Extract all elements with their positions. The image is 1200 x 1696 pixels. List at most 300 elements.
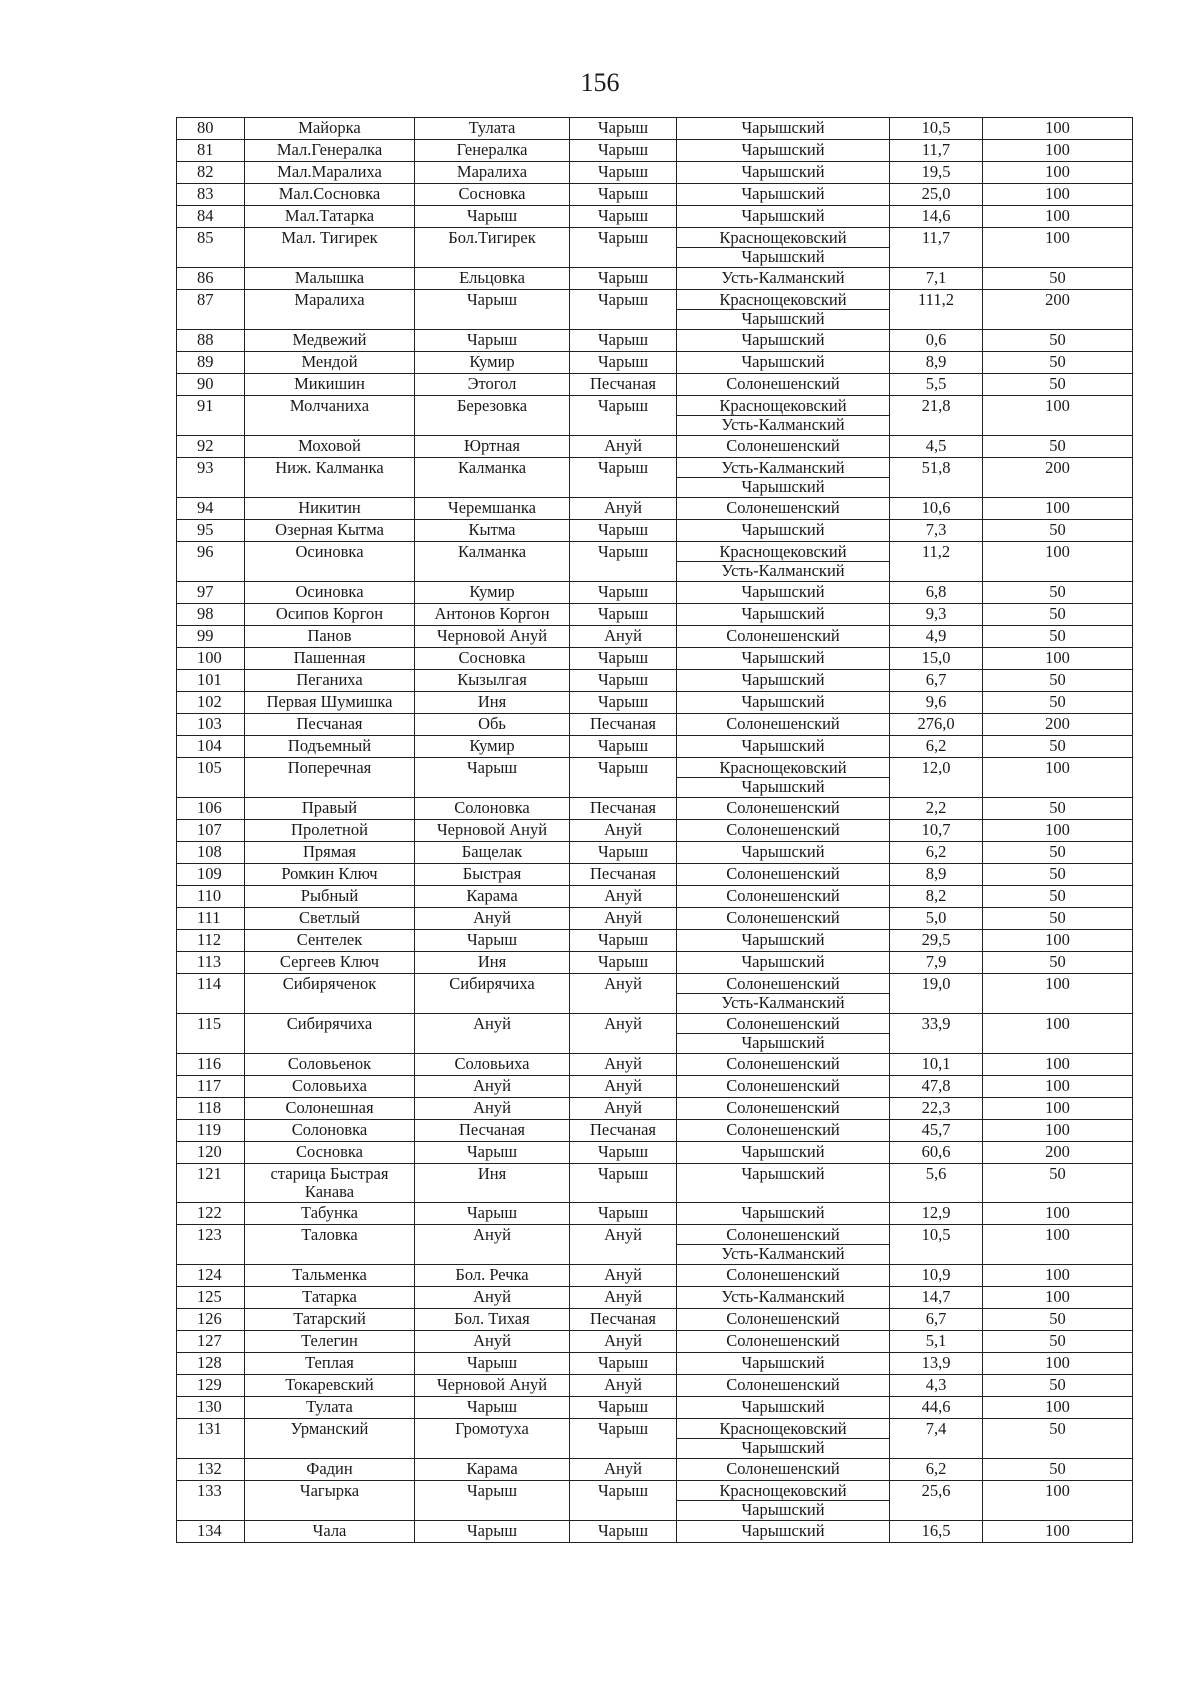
basin-cell: Чарыш	[570, 542, 677, 582]
row-number-cell: 104	[177, 736, 245, 758]
river-name-cell: Тальменка	[245, 1265, 415, 1287]
district-cell	[677, 1265, 890, 1287]
river-name-cell: Телегин	[245, 1331, 415, 1353]
mouth-river-cell: Кызылгая	[415, 670, 570, 692]
river-name-cell: Урманский	[245, 1419, 415, 1459]
mouth-river-cell: Солоновка	[415, 798, 570, 820]
river-name-cell: Чала	[245, 1521, 415, 1543]
protection-zone-cell: 50	[983, 736, 1133, 758]
protection-zone-cell: 50	[983, 1459, 1133, 1481]
table-row	[177, 886, 1133, 908]
mouth-river-cell: Чарыш	[415, 290, 570, 330]
district-cell	[677, 1375, 890, 1397]
protection-zone-cell: 100	[983, 1353, 1133, 1375]
protection-zone-cell: 100	[983, 930, 1133, 952]
table-row	[177, 458, 1133, 498]
district-cell	[677, 1203, 890, 1225]
district-cell	[677, 604, 890, 626]
basin-cell: Ануй	[570, 1098, 677, 1120]
district-name: Чарышский	[741, 842, 825, 861]
protection-zone-cell: 100	[983, 1265, 1133, 1287]
basin-cell: Песчаная	[570, 714, 677, 736]
length-cell: 25,6	[890, 1481, 983, 1521]
district-cell	[677, 626, 890, 648]
river-name-cell: Первая Шумишка	[245, 692, 415, 714]
row-number-cell: 126	[177, 1309, 245, 1331]
basin-cell: Чарыш	[570, 268, 677, 290]
protection-zone-cell: 100	[983, 1225, 1133, 1265]
mouth-river-cell: Чарыш	[415, 206, 570, 228]
length-cell: 12,0	[890, 758, 983, 798]
river-name-cell: Моховой	[245, 436, 415, 458]
mouth-river-cell: Калманка	[415, 542, 570, 582]
river-name-cell: Чагырка	[245, 1481, 415, 1521]
district-cell	[677, 542, 890, 582]
protection-zone-cell: 50	[983, 842, 1133, 864]
table-row	[177, 352, 1133, 374]
district-name: Солонешенский	[726, 498, 840, 517]
district-name: Чарышский	[741, 140, 825, 159]
district-name: Чарышский	[677, 309, 889, 328]
basin-cell: Ануй	[570, 1054, 677, 1076]
district-name: Чарышский	[741, 184, 825, 203]
row-number-cell: 115	[177, 1014, 245, 1054]
table-row	[177, 1287, 1133, 1309]
table-row	[177, 820, 1133, 842]
protection-zone-cell: 100	[983, 1014, 1133, 1054]
river-name-cell: Табунка	[245, 1203, 415, 1225]
basin-cell: Чарыш	[570, 930, 677, 952]
length-cell: 6,7	[890, 670, 983, 692]
table-row	[177, 1225, 1133, 1265]
table-row	[177, 736, 1133, 758]
mouth-river-cell: Иня	[415, 692, 570, 714]
mouth-river-cell: Сибирячиха	[415, 974, 570, 1014]
table-row	[177, 670, 1133, 692]
district-name: Усть-Калманский	[677, 993, 889, 1012]
basin-cell: Чарыш	[570, 1164, 677, 1203]
basin-cell: Чарыш	[570, 1521, 677, 1543]
mouth-river-cell: Обь	[415, 714, 570, 736]
length-cell: 14,7	[890, 1287, 983, 1309]
district-name: Усть-Калманский	[721, 268, 845, 287]
table-row	[177, 498, 1133, 520]
protection-zone-cell: 50	[983, 352, 1133, 374]
district-cell	[677, 330, 890, 352]
district-name: Солонешенский	[726, 1120, 840, 1139]
row-number-cell: 111	[177, 908, 245, 930]
mouth-river-cell: Чарыш	[415, 758, 570, 798]
district-name: Чарышский	[741, 330, 825, 349]
length-cell: 4,5	[890, 436, 983, 458]
river-name-cell: Сибиряченок	[245, 974, 415, 1014]
mouth-river-cell: Бол. Речка	[415, 1265, 570, 1287]
protection-zone-cell: 100	[983, 1521, 1133, 1543]
table-row	[177, 162, 1133, 184]
district-cell	[677, 520, 890, 542]
protection-zone-cell: 100	[983, 184, 1133, 206]
mouth-river-cell: Березовка	[415, 396, 570, 436]
length-cell: 2,2	[890, 798, 983, 820]
district-cell	[677, 758, 890, 798]
length-cell: 7,9	[890, 952, 983, 974]
mouth-river-cell: Ануй	[415, 1076, 570, 1098]
table-row	[177, 1098, 1133, 1120]
district-cell	[677, 268, 890, 290]
mouth-river-cell: Антонов Коргон	[415, 604, 570, 626]
basin-cell: Чарыш	[570, 670, 677, 692]
row-number-cell: 86	[177, 268, 245, 290]
protection-zone-cell: 100	[983, 140, 1133, 162]
river-name-cell: Прямая	[245, 842, 415, 864]
row-number-cell: 97	[177, 582, 245, 604]
district-name: Чарышский	[741, 1397, 825, 1416]
length-cell: 10,5	[890, 1225, 983, 1265]
district-name: Солонешенский	[726, 1014, 840, 1033]
table-row	[177, 798, 1133, 820]
protection-zone-cell: 200	[983, 458, 1133, 498]
length-cell: 6,7	[890, 1309, 983, 1331]
mouth-river-cell: Сосновка	[415, 648, 570, 670]
mouth-river-cell: Черновой Ануй	[415, 626, 570, 648]
protection-zone-cell: 100	[983, 1098, 1133, 1120]
length-cell: 6,2	[890, 736, 983, 758]
district-name: Солонешенский	[726, 798, 840, 817]
river-name-cell: Мал. Тигирек	[245, 228, 415, 268]
river-name-cell: Медвежий	[245, 330, 415, 352]
river-name-cell: Осипов Коргон	[245, 604, 415, 626]
table-row	[177, 1120, 1133, 1142]
length-cell: 111,2	[890, 290, 983, 330]
protection-zone-cell: 50	[983, 864, 1133, 886]
district-cell	[677, 1521, 890, 1543]
district-name: Усть-Калманский	[721, 1287, 845, 1306]
basin-cell: Чарыш	[570, 736, 677, 758]
row-number-cell: 134	[177, 1521, 245, 1543]
length-cell: 5,1	[890, 1331, 983, 1353]
district-cell	[677, 374, 890, 396]
protection-zone-cell: 50	[983, 886, 1133, 908]
protection-zone-cell: 100	[983, 1397, 1133, 1419]
table-row	[177, 604, 1133, 626]
row-number-cell: 83	[177, 184, 245, 206]
row-number-cell: 84	[177, 206, 245, 228]
river-name-cell: Молчаниха	[245, 396, 415, 436]
basin-cell: Чарыш	[570, 692, 677, 714]
length-cell: 13,9	[890, 1353, 983, 1375]
row-number-cell: 81	[177, 140, 245, 162]
district-cell	[677, 290, 890, 330]
mouth-river-cell: Ануй	[415, 1225, 570, 1265]
protection-zone-cell: 50	[983, 436, 1133, 458]
river-name-cell: Ромкин Ключ	[245, 864, 415, 886]
river-name-cell: Майорка	[245, 118, 415, 140]
district-name: Чарышский	[741, 1164, 825, 1183]
basin-cell: Ануй	[570, 436, 677, 458]
row-number-cell: 123	[177, 1225, 245, 1265]
table-row	[177, 1419, 1133, 1459]
district-name: Чарышский	[677, 1438, 889, 1457]
basin-cell: Чарыш	[570, 1142, 677, 1164]
district-name: Солонешенский	[726, 714, 840, 733]
protection-zone-cell: 100	[983, 1203, 1133, 1225]
rivers-table	[176, 117, 1133, 1543]
mouth-river-cell: Маралиха	[415, 162, 570, 184]
protection-zone-cell: 100	[983, 206, 1133, 228]
table-row	[177, 1309, 1133, 1331]
mouth-river-cell: Ануй	[415, 1331, 570, 1353]
river-name-cell: Мал.Сосновка	[245, 184, 415, 206]
row-number-cell: 87	[177, 290, 245, 330]
mouth-river-cell: Кытма	[415, 520, 570, 542]
basin-cell: Чарыш	[570, 396, 677, 436]
protection-zone-cell: 50	[983, 330, 1133, 352]
table-row	[177, 908, 1133, 930]
length-cell: 9,3	[890, 604, 983, 626]
district-name: Чарышский	[741, 162, 825, 181]
river-name-cell: Фадин	[245, 1459, 415, 1481]
basin-cell: Чарыш	[570, 648, 677, 670]
river-name-cell: Песчаная	[245, 714, 415, 736]
district-cell	[677, 1098, 890, 1120]
district-cell	[677, 1353, 890, 1375]
table-row	[177, 520, 1133, 542]
mouth-river-cell: Чарыш	[415, 1353, 570, 1375]
protection-zone-cell: 50	[983, 1375, 1133, 1397]
basin-cell: Чарыш	[570, 582, 677, 604]
district-name: Чарышский	[741, 1353, 825, 1372]
river-name-cell: Солоновка	[245, 1120, 415, 1142]
district-name: Усть-Калманский	[677, 1244, 889, 1263]
table-row	[177, 1203, 1133, 1225]
row-number-cell: 117	[177, 1076, 245, 1098]
table-row	[177, 758, 1133, 798]
row-number-cell: 122	[177, 1203, 245, 1225]
row-number-cell: 98	[177, 604, 245, 626]
basin-cell: Чарыш	[570, 162, 677, 184]
river-name-cell: Сентелек	[245, 930, 415, 952]
mouth-river-cell: Генералка	[415, 140, 570, 162]
length-cell: 15,0	[890, 648, 983, 670]
river-name-cell: Никитин	[245, 498, 415, 520]
table-row	[177, 1353, 1133, 1375]
basin-cell: Чарыш	[570, 604, 677, 626]
district-name: Чарышский	[677, 777, 889, 796]
district-name: Солонешенский	[726, 974, 840, 993]
basin-cell: Песчаная	[570, 1309, 677, 1331]
length-cell: 8,9	[890, 352, 983, 374]
mouth-river-cell: Чарыш	[415, 930, 570, 952]
district-cell	[677, 1481, 890, 1521]
table-row	[177, 1076, 1133, 1098]
district-cell	[677, 1287, 890, 1309]
district-cell	[677, 1459, 890, 1481]
length-cell: 6,2	[890, 842, 983, 864]
protection-zone-cell: 200	[983, 714, 1133, 736]
district-cell	[677, 692, 890, 714]
district-name: Чарышский	[741, 206, 825, 225]
table-row	[177, 1397, 1133, 1419]
district-name: Чарышский	[741, 520, 825, 539]
row-number-cell: 132	[177, 1459, 245, 1481]
river-name-cell: Пролетной	[245, 820, 415, 842]
district-name: Краснощековский	[719, 290, 847, 309]
row-number-cell: 129	[177, 1375, 245, 1397]
river-name-cell: Мал.Генералка	[245, 140, 415, 162]
length-cell: 8,9	[890, 864, 983, 886]
river-name-cell: Правый	[245, 798, 415, 820]
basin-cell: Чарыш	[570, 118, 677, 140]
district-name: Чарышский	[677, 477, 889, 496]
district-name: Чарышский	[741, 352, 825, 371]
mouth-river-cell: Юртная	[415, 436, 570, 458]
protection-zone-cell: 100	[983, 758, 1133, 798]
district-name: Солонешенский	[726, 1331, 840, 1350]
river-name-cell: Теплая	[245, 1353, 415, 1375]
protection-zone-cell: 100	[983, 396, 1133, 436]
protection-zone-cell: 100	[983, 162, 1133, 184]
basin-cell: Ануй	[570, 908, 677, 930]
length-cell: 33,9	[890, 1014, 983, 1054]
river-name-cell: Маралиха	[245, 290, 415, 330]
district-cell	[677, 1331, 890, 1353]
protection-zone-cell: 100	[983, 118, 1133, 140]
district-name: Чарышский	[741, 692, 825, 711]
river-name-cell: старица Быстрая Канава	[245, 1164, 415, 1203]
length-cell: 276,0	[890, 714, 983, 736]
protection-zone-cell: 50	[983, 908, 1133, 930]
length-cell: 10,9	[890, 1265, 983, 1287]
basin-cell: Чарыш	[570, 1353, 677, 1375]
row-number-cell: 127	[177, 1331, 245, 1353]
protection-zone-cell: 50	[983, 520, 1133, 542]
mouth-river-cell: Черемшанка	[415, 498, 570, 520]
table-row	[177, 626, 1133, 648]
row-number-cell: 120	[177, 1142, 245, 1164]
river-name-cell: Токаревский	[245, 1375, 415, 1397]
river-name-cell: Панов	[245, 626, 415, 648]
length-cell: 4,3	[890, 1375, 983, 1397]
protection-zone-cell: 100	[983, 974, 1133, 1014]
protection-zone-cell: 50	[983, 374, 1133, 396]
table-row	[177, 1014, 1133, 1054]
row-number-cell: 112	[177, 930, 245, 952]
district-cell	[677, 930, 890, 952]
basin-cell: Песчаная	[570, 1120, 677, 1142]
district-name: Усть-Калманский	[721, 458, 845, 477]
district-name: Чарышский	[677, 247, 889, 266]
mouth-river-cell: Чарыш	[415, 1481, 570, 1521]
basin-cell: Чарыш	[570, 206, 677, 228]
district-name: Чарышский	[741, 648, 825, 667]
river-name-cell: Сергеев Ключ	[245, 952, 415, 974]
length-cell: 19,0	[890, 974, 983, 1014]
protection-zone-cell: 50	[983, 798, 1133, 820]
length-cell: 7,3	[890, 520, 983, 542]
district-name: Солонешенский	[726, 886, 840, 905]
river-name-cell: Соловьенок	[245, 1054, 415, 1076]
district-name: Чарышский	[741, 736, 825, 755]
district-cell	[677, 1397, 890, 1419]
row-number-cell: 80	[177, 118, 245, 140]
row-number-cell: 119	[177, 1120, 245, 1142]
district-cell	[677, 228, 890, 268]
basin-cell: Чарыш	[570, 952, 677, 974]
district-name: Солонешенский	[726, 1459, 840, 1478]
length-cell: 5,5	[890, 374, 983, 396]
length-cell: 6,8	[890, 582, 983, 604]
river-name-cell: Мал.Маралиха	[245, 162, 415, 184]
district-cell	[677, 1164, 890, 1203]
row-number-cell: 85	[177, 228, 245, 268]
row-number-cell: 90	[177, 374, 245, 396]
table-row	[177, 1054, 1133, 1076]
river-name-cell: Осиновка	[245, 542, 415, 582]
basin-cell: Ануй	[570, 1265, 677, 1287]
row-number-cell: 91	[177, 396, 245, 436]
mouth-river-cell: Чарыш	[415, 1203, 570, 1225]
row-number-cell: 110	[177, 886, 245, 908]
district-name: Краснощековский	[719, 228, 847, 247]
district-name: Солонешенский	[726, 1076, 840, 1095]
district-name: Солонешенский	[726, 436, 840, 455]
protection-zone-cell: 100	[983, 1120, 1133, 1142]
length-cell: 8,2	[890, 886, 983, 908]
table-row	[177, 1331, 1133, 1353]
table-row	[177, 290, 1133, 330]
length-cell: 16,5	[890, 1521, 983, 1543]
row-number-cell: 133	[177, 1481, 245, 1521]
length-cell: 10,7	[890, 820, 983, 842]
basin-cell: Чарыш	[570, 140, 677, 162]
mouth-river-cell: Сосновка	[415, 184, 570, 206]
river-name-cell: Татарский	[245, 1309, 415, 1331]
protection-zone-cell: 100	[983, 1076, 1133, 1098]
table-row	[177, 1521, 1133, 1543]
protection-zone-cell: 50	[983, 604, 1133, 626]
row-number-cell: 101	[177, 670, 245, 692]
district-cell	[677, 1142, 890, 1164]
row-number-cell: 99	[177, 626, 245, 648]
length-cell: 7,4	[890, 1419, 983, 1459]
river-name-cell: Пашенная	[245, 648, 415, 670]
district-cell	[677, 184, 890, 206]
table-row	[177, 974, 1133, 1014]
length-cell: 47,8	[890, 1076, 983, 1098]
table-row	[177, 952, 1133, 974]
basin-cell: Чарыш	[570, 352, 677, 374]
river-name-cell: Пеганиха	[245, 670, 415, 692]
district-name: Солонешенский	[726, 1375, 840, 1394]
protection-zone-cell: 200	[983, 290, 1133, 330]
district-name: Чарышский	[741, 1203, 825, 1222]
river-name-cell: Малышка	[245, 268, 415, 290]
table-row	[177, 118, 1133, 140]
district-name: Чарышский	[741, 582, 825, 601]
district-cell	[677, 1076, 890, 1098]
row-number-cell: 113	[177, 952, 245, 974]
district-cell	[677, 1014, 890, 1054]
row-number-cell: 95	[177, 520, 245, 542]
district-name: Краснощековский	[719, 542, 847, 561]
protection-zone-cell: 50	[983, 1331, 1133, 1353]
row-number-cell: 121	[177, 1164, 245, 1203]
basin-cell: Ануй	[570, 1459, 677, 1481]
basin-cell: Чарыш	[570, 520, 677, 542]
river-name-cell: Осиновка	[245, 582, 415, 604]
river-name-cell: Солонешная	[245, 1098, 415, 1120]
length-cell: 11,7	[890, 140, 983, 162]
